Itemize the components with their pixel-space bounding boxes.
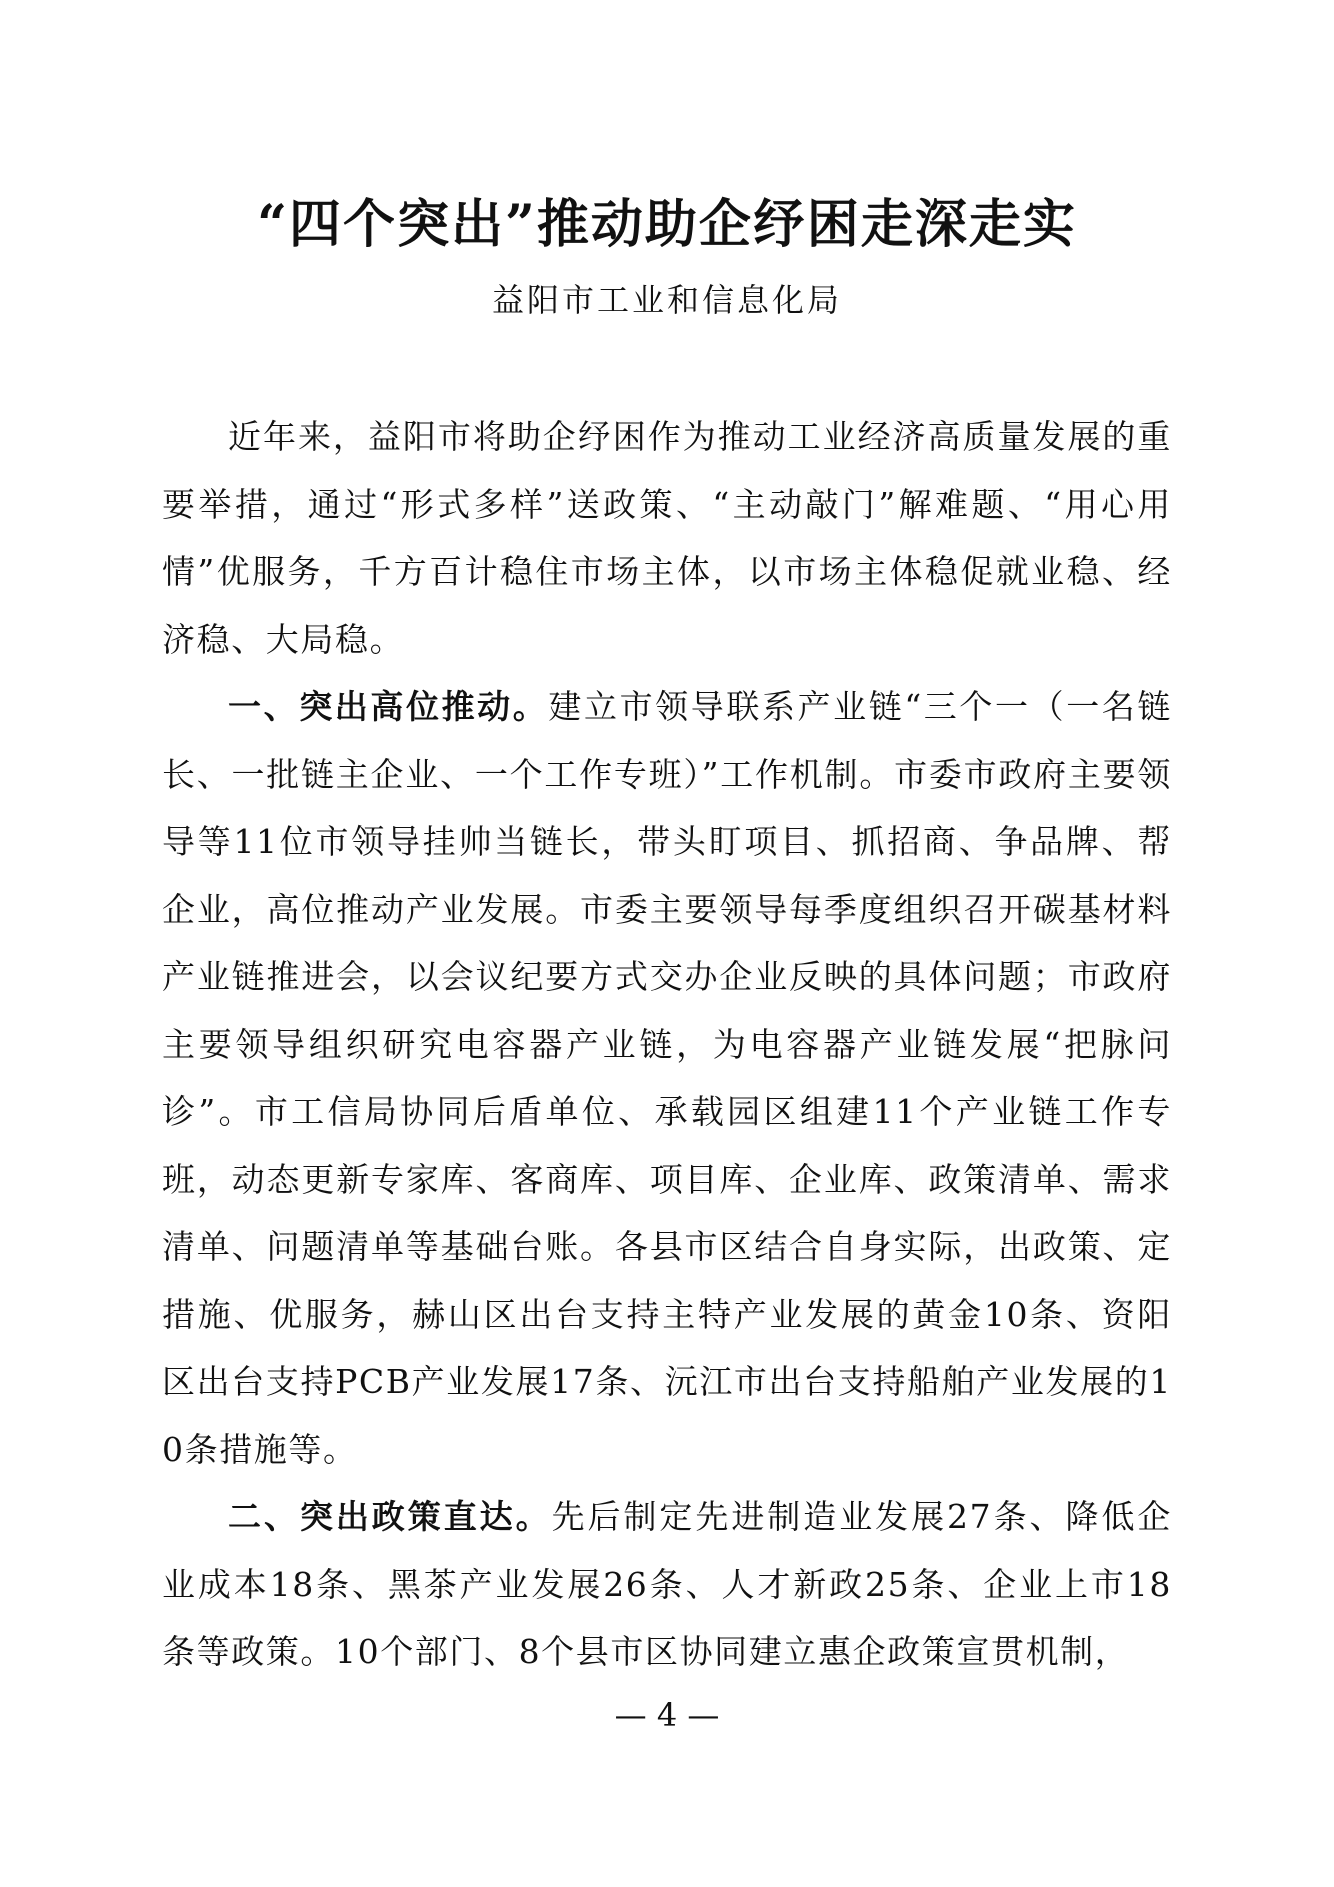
section-2-paragraph [162,1483,1172,1686]
section-1-heading: 一、突出高位推动。 [228,687,549,726]
document-author: 益阳市工业和信息化局 [491,281,842,319]
intro-paragraph: 近年来，益阳市将助企纾困作为推动工业经济高质量发展的重要举措，通过“形式多样”送政策、“主动敲门”解难题、“用心用情”优服务，千方百计稳住市场主体，以市场主体稳促就业稳、经济稳、大局稳。 [162,417,1172,659]
document-body [162,403,1172,1686]
section-2-heading: 二、突出政策直达。 [228,1497,552,1536]
page-number: — 4 — [614,1696,720,1734]
document-title: “四个突出”推动助企纾困走深走实 [257,194,1077,255]
section-1-paragraph [162,673,1172,1483]
section-2-text: 先后制定先进制造业发展27条、降低企业成本18条、黑茶产业发展26条、人才新政25条、企业上市18条等政策。10个部门、8个县市区协同建立惠企政策宣贯机制， [162,1497,1172,1671]
section-1-text: 建立市领导联系产业链“三个一（一名链长、一批链主企业、一个工作专班）”工作机制。市委市政府主要领导等11位市领导挂帅当链长，带头盯项目、抓招商、争品牌、帮企业，高位推动产业发展。市委主要领导每季度组织召开碳基材料产业链推进会，以会议纪要方式交办企业反映的具体问题；市政府主要领导组织研究电容器产业链，为电容器产业链发展“把脉问诊”。市工信局协同后盾单位、承载园区组建11个产业链工作专班，动态更新专家库、客商库、项目库、企业库、政策清单、需求清单、问题清单等基础台账。各县市区结合自身实际，出政策、定措施、优服务，赫山区出台支持主特产业发展的黄金10条、资阳区出台支持PCB产业发展17条、沅江市出台支持船舶产业发展的10条措施等。 [162,687,1172,1469]
